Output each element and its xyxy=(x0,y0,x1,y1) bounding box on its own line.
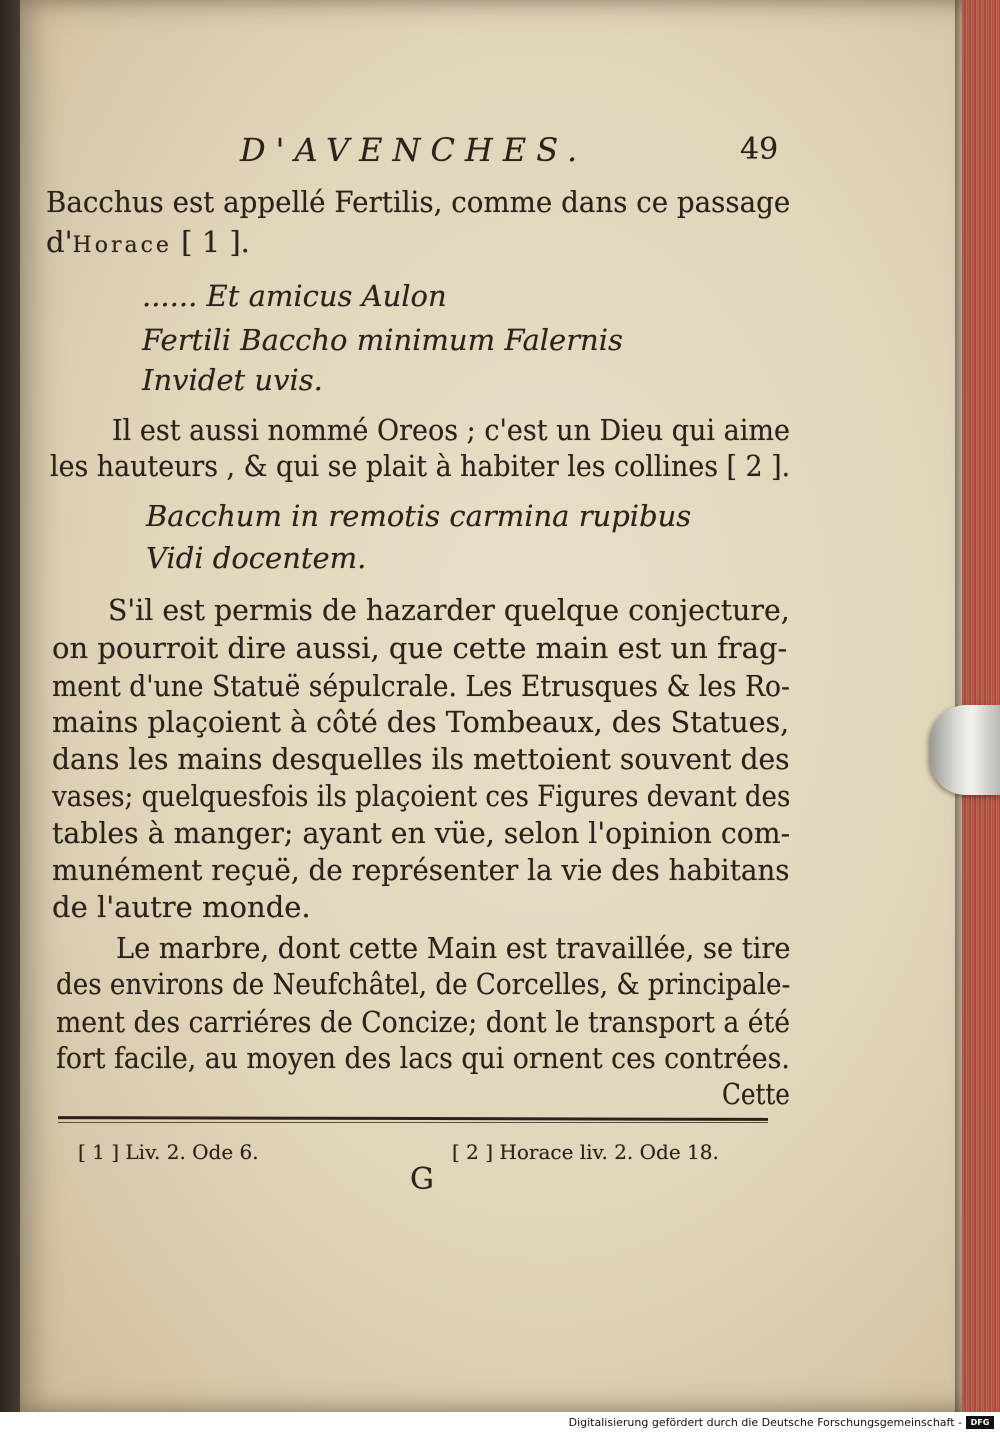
page-number: 49 xyxy=(740,132,779,167)
verse-line: ...... Et amicus Aulon xyxy=(142,279,447,313)
verse-line: Fertili Baccho minimum Falernis xyxy=(142,323,623,357)
text-line: de l'autre monde. xyxy=(52,890,311,924)
text-line: dans les mains desquelles ils mettoient souvent des xyxy=(52,742,790,776)
funding-credit: Digitalisierung gefördert durch die Deutsche Forschungsgemeinschaft - xyxy=(568,1416,962,1429)
text-line: Bacchus est appellé Fertilis, comme dans ce passage xyxy=(46,185,791,219)
text-line: ment d'une Statuë sépulcrale. Les Etrusques & les Ro- xyxy=(52,669,790,703)
running-head: D'AVENCHES. xyxy=(240,131,588,169)
text-line: munément reçuë, de représenter la vie des habitans xyxy=(52,853,790,887)
text-line: tables à manger; ayant en vüe, selon l'opinion com- xyxy=(52,816,791,850)
footnote-2: [ 2 ] Horace liv. 2. Ode 18. xyxy=(452,1140,719,1164)
text-line: vases; quelquesfois ils plaçoient ces Figures devant des xyxy=(52,779,791,813)
author-name-smallcaps: Horace xyxy=(72,233,172,258)
dfg-logo-icon: DFG xyxy=(966,1416,994,1429)
text-fragment: d' xyxy=(46,225,73,259)
catchword: Cette xyxy=(722,1077,790,1111)
footnote-rule-thin xyxy=(58,1122,768,1123)
signature-mark: G xyxy=(410,1162,434,1197)
text-line: des environs de Neufchâtel, de Corcelles, & principale- xyxy=(56,967,791,1001)
text-line: S'il est permis de hazarder quelque conjecture, xyxy=(108,593,790,627)
text-line: on pourroit dire aussi, que cette main est un frag- xyxy=(52,631,788,665)
footnote-1: [ 1 ] Liv. 2. Ode 6. xyxy=(78,1140,259,1164)
footer-bar xyxy=(0,1412,1000,1434)
verse-line: Bacchum in remotis carmina rupibus xyxy=(146,499,692,533)
text-line: les hauteurs , & qui se plait à habiter les collines [ 2 ]. xyxy=(50,449,791,483)
text-line: Il est aussi nommé Oreos ; c'est un Dieu qui aime xyxy=(112,413,790,447)
text-line: Le marbre, dont cette Main est travaillée, se tire xyxy=(116,931,791,965)
footnote-ref: [ 1 ]. xyxy=(171,225,250,259)
verse-line: Vidi docentem. xyxy=(146,541,367,575)
verse-line: Invidet uvis. xyxy=(142,363,323,397)
page-clip xyxy=(930,705,1000,795)
text-line: ment des carriéres de Concize; dont le transport a été xyxy=(56,1005,791,1039)
text-line xyxy=(46,224,250,264)
text-line: fort facile, au moyen des lacs qui ornent ces contrées. xyxy=(56,1041,790,1075)
text-line: mains plaçoient à côté des Tombeaux, des Statues, xyxy=(52,705,790,739)
